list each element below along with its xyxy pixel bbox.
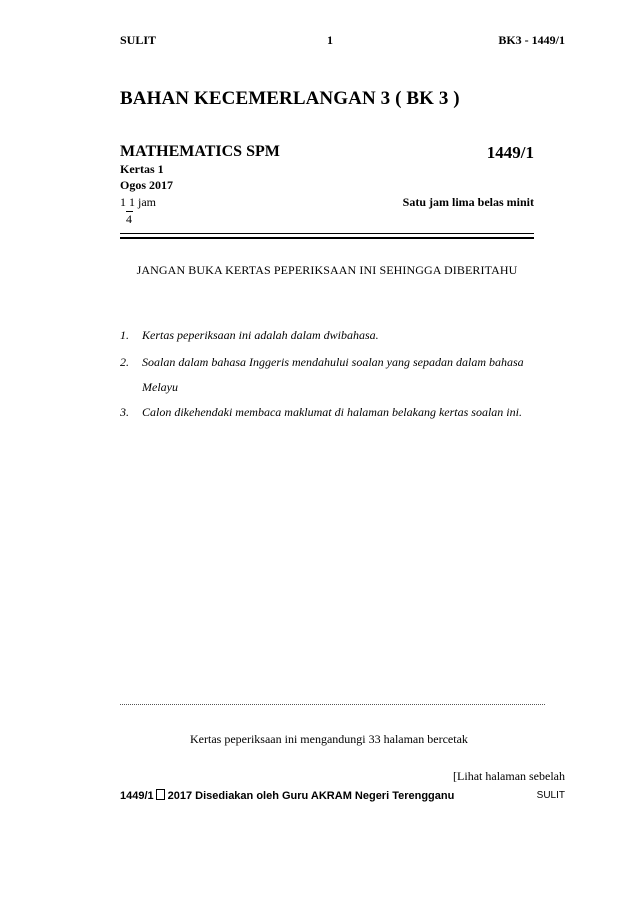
bottom-dotted-line [120,704,545,705]
instruction-1-number: 1. [120,328,129,342]
duration-denominator: 4 [126,212,132,226]
page-count-note: Kertas peperiksaan ini mengandungi 33 halaman bercetak [190,732,468,746]
duration-words: Satu jam lima belas minit [402,195,534,209]
missing-glyph-icon [156,789,165,800]
divider-rule-bottom [120,237,534,239]
instruction-2-number: 2. [120,355,129,369]
subject-name: MATHEMATICS SPM [120,143,280,160]
document-title: BAHAN KECEMERLANGAN 3 ( BK 3 ) [120,88,460,109]
instruction-2-text: Soalan dalam bahasa Inggeris mendahului soalan yang sepadan dalam bahasa [142,355,524,369]
footer-sulit: SULIT [536,790,565,801]
instruction-2-continued: Melayu [142,380,178,394]
warning-notice: JANGAN BUKA KERTAS PEPERIKSAAN INI SEHINGGA DIBERITAHU [136,263,518,277]
instruction-1-text: Kertas peperiksaan ini adalah dalam dwibahasa. [142,328,379,342]
divider-rule-top [120,233,534,234]
duration-whole: 1 1 jam [120,195,156,209]
turn-over-note: [Lihat halaman sebelah [453,769,565,783]
header-sulit: SULIT [120,33,157,47]
header-page-number: 1 [327,33,333,47]
instruction-3-text: Calon dikehendaki membaca maklumat di halaman belakang kertas soalan ini. [142,405,522,419]
exam-date: Ogos 2017 [120,178,174,192]
footer-credit-text: 2017 Disediakan oleh Guru AKRAM Negeri Terengganu [167,790,455,802]
footer-code: 1449/1 [120,790,154,802]
header-code: BK3 - 1449/1 [498,33,565,47]
subject-code: 1449/1 [486,143,534,162]
paper-label: Kertas 1 [120,162,164,176]
footer-credit [120,789,454,802]
instruction-3-number: 3. [120,405,129,419]
